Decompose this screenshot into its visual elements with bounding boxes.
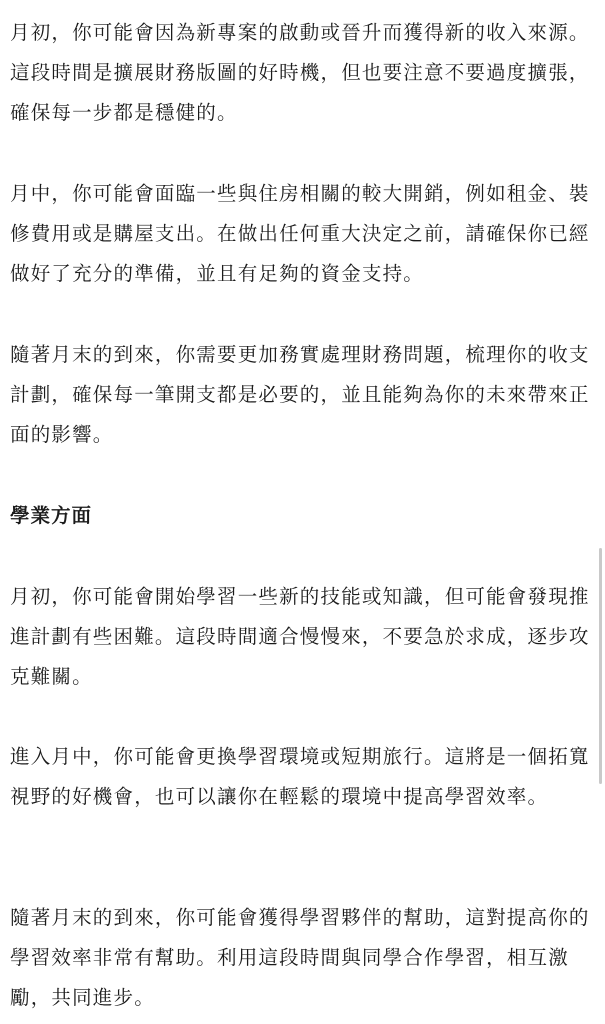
study-section-heading: 學業方面 [10,504,93,527]
finance-early-month-paragraph: 月初，你可能會因為新專案的啟動或晉升而獲得新的收入來源。這段時間是擴展財務版圖的好時機，但也要注意不要過度擴張，確保每一步都是穩健的。 [10,21,590,124]
finance-mid-month-paragraph: 月中，你可能會面臨一些與住房相關的較大開銷，例如租金、裝修費用或是購屋支出。在做出任何重大決定之前，請確保你已經做好了充分的準備，並且有足夠的資金支持。 [10,182,590,285]
study-mid-month-paragraph: 進入月中，你可能會更換學習環境或短期旅行。這將是一個拓寬視野的好機會，也可以讓你在輕鬆的環境中提高學習效率。 [10,745,590,808]
study-late-month-paragraph: 隨著月末的到來，你可能會獲得學習夥伴的幫助，這對提高你的學習效率非常有幫助。利用這段時間與同學合作學習，相互激勵，共同進步。 [10,906,590,1009]
vertical-scrollbar[interactable] [599,548,602,784]
study-early-month-paragraph: 月初，你可能會開始學習一些新的技能或知識，但可能會發現推進計劃有些困難。這段時間適合慢慢來，不要急於求成，逐步攻克難關。 [10,585,590,688]
finance-late-month-paragraph: 隨著月末的到來，你需要更加務實處理財務問題，梳理你的收支計劃，確保每一筆開支都是必要的，並且能夠為你的未來帶來正面的影響。 [10,343,590,446]
